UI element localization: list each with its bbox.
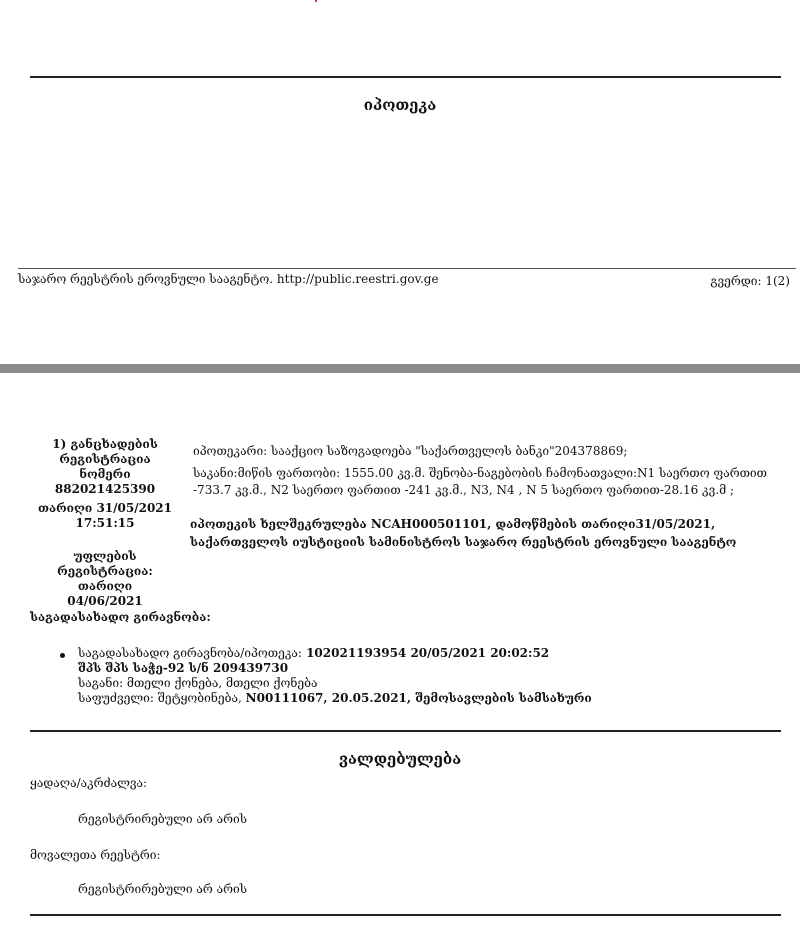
tax-lien-heading: საგადასახადო გირავნობა: — [30, 610, 211, 624]
footer-rule — [18, 268, 796, 269]
page-title: იპოთეკა — [363, 96, 437, 114]
debtors-label: მოვალეთა რეესტრი: — [30, 848, 161, 862]
reg-label-2: რეგისტრაცია — [59, 452, 151, 466]
mortgagee-line: იპოთეკარი: სააქციო საზოგადოება "საქართველოს ბანკი"204378869; — [193, 444, 628, 458]
tax-lien-subject: საგანი: მთელი ქონება, მთელი ქონება — [78, 676, 318, 690]
debtors-value: რეგისტრირებული არ არის — [78, 882, 247, 896]
red-mark — [315, 0, 317, 2]
reg-time: 17:51:15 — [75, 516, 135, 530]
footer-agency: საჯარო რეესტრის ეროვნული სააგენტო. http://public.reestri.gov.ge — [18, 272, 439, 286]
obligation-title: ვალდებულება — [338, 750, 462, 768]
contract-line-1: იპოთეკის ხელშეკრულება NCAH000501101, დამოწმების თარიღი31/05/2021, — [190, 517, 716, 531]
rights-label: უფლების — [73, 549, 137, 563]
registration-block — [30, 437, 180, 609]
rights-label-2: რეგისტრაცია: თარიღი — [57, 564, 153, 593]
bottom-rule — [30, 914, 781, 916]
tax-lien-basis: N00111067, 20.05.2021, შემოსავლების სამსახური — [245, 691, 592, 705]
bullet-icon — [60, 653, 65, 658]
rights-date: 04/06/2021 — [67, 594, 143, 608]
reg-label-3: ნომერი — [79, 467, 131, 481]
tax-lien-type: საგადასახადო გირავნობა/იპოთეკა: — [78, 646, 302, 660]
seizure-label: ყადაღა/აკრძალვა: — [30, 776, 148, 790]
contract-line-2: საქართველოს იუსტიციის სამინისტროს საჯარო რეესტრის ეროვნული სააგენტო — [190, 535, 737, 549]
reg-number: 882021425390 — [54, 482, 156, 496]
obligation-top-rule — [30, 730, 781, 732]
top-rule — [30, 76, 781, 78]
footer-page-number: გვერდი: 1(2) — [710, 274, 790, 288]
tax-lien-item — [78, 646, 592, 706]
tax-lien-basis-label: საფუძველი: შეტყობინება, — [78, 691, 246, 705]
page-separator — [0, 364, 800, 373]
reg-label: 1) განცხადების — [52, 437, 158, 451]
tax-lien-debtor: შპს შპს საჭე-92 ს/ნ 209439730 — [78, 661, 289, 675]
tax-lien-number: 102021193954 20/05/2021 20:02:52 — [301, 646, 550, 660]
area-line-1: საკანი:მიწის ფართობი: 1555.00 კვ.მ. შენობა-ნაგებობის ჩამონათვალი:N1 საერთო ფართით — [193, 466, 767, 480]
area-line-2: -733.7 კვ.მ., N2 საერთო ფართით -241 კვ.მ., N3, N4 , N 5 საერთო ფართით-28.16 კვ.მ ; — [193, 483, 734, 497]
reg-date: თარიღი 31/05/2021 — [37, 501, 173, 515]
seizure-value: რეგისტრირებული არ არის — [78, 812, 247, 826]
